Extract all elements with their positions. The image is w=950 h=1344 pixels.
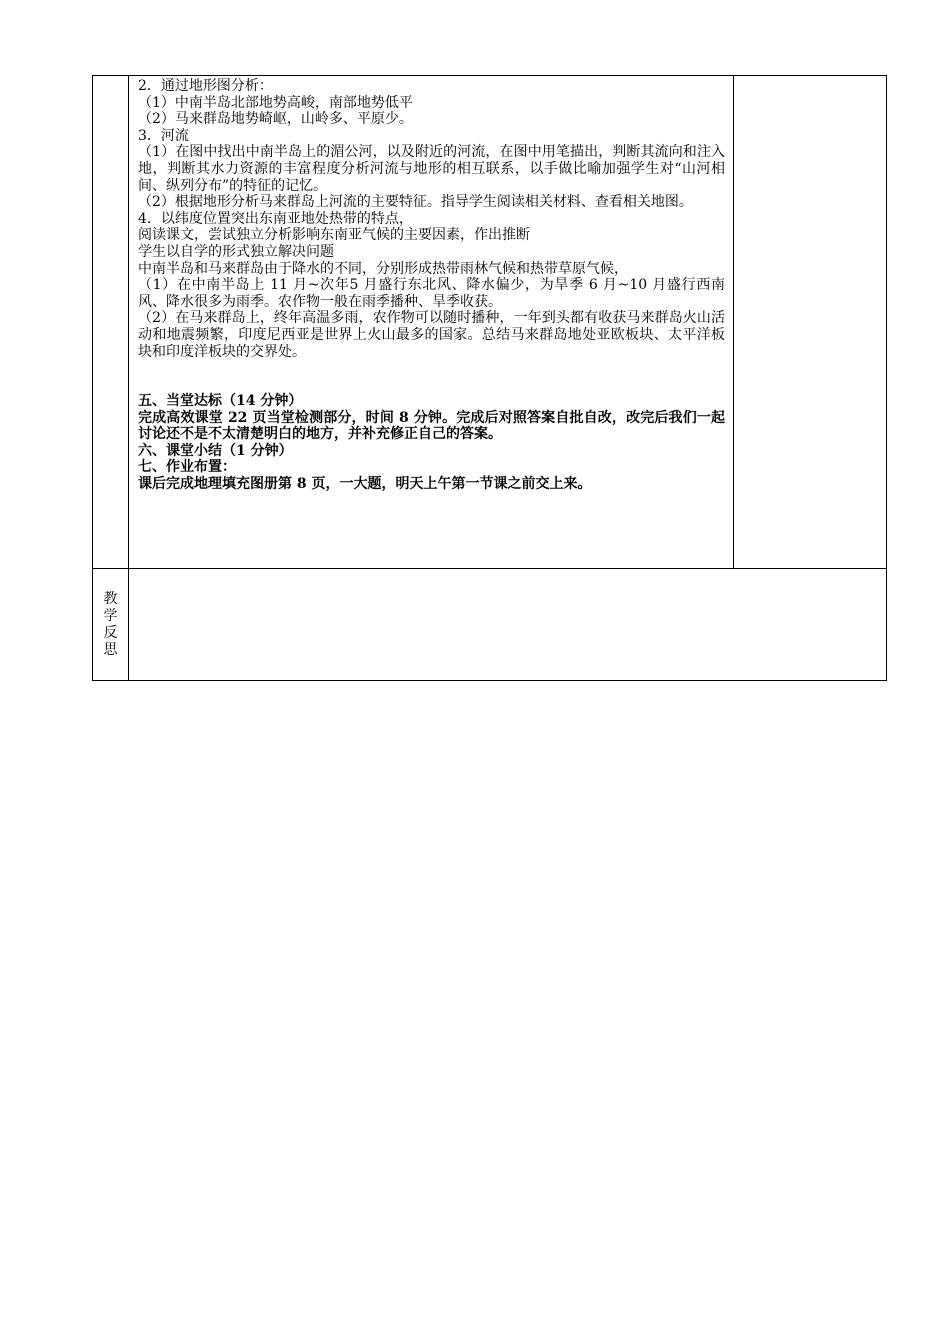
section-7-title: 七、作业布置：: [138, 459, 236, 476]
content-line: 2．通过地形图分析：: [138, 78, 273, 94]
content-line: 学生以自学的形式独立解决问题: [138, 243, 334, 260]
content-line: （1）在中南半岛上 11 月~次年5 月盛行东北风、降水偏少，为旱季 6 月~10 月盛行西南风、降水很多为雨季。农作物一般在雨季播种、旱季收获。: [138, 277, 725, 310]
content-line: 中南半岛和马来群岛由于降水的不同，分别形成热带雨林气候和热带草原气候，: [138, 260, 628, 277]
section-5-body: 完成高效课堂 22 页当堂检测部分，时间 8 分钟。完成后对照答案自批自改，改完后我们一起讨论还不是不太清楚明白的地方，并补充修正自己的答案。: [138, 409, 725, 443]
content-line: （1）中南半岛北部地势高峻，南部地势低平: [138, 94, 413, 111]
content-line: （2）根据地形分析马来群岛上河流的主要特征。指导学生阅读相关材料、查看相关地图。: [138, 194, 693, 211]
content-line: （1）在图中找出中南半岛上的湄公河，以及附近的河流，在图中用笔描出，判断其流向和注入地，判断其水力资源的丰富程度分析河流与地形的相互联系，以手做比喻加强学生对“山河相间、纵列分布”的特征的记忆。: [138, 144, 725, 194]
content-line: （2）马来群岛地势崎岖，山岭多、平原少。: [138, 111, 413, 128]
teaching-content: [129, 76, 733, 493]
reflection-label-cell: [93, 569, 129, 681]
teaching-content-cell: [129, 76, 734, 569]
section-5-title: 五、当堂达标（14 分钟）: [138, 393, 303, 410]
content-line: 4．以纬度位置突出东南亚地处热带的特点，: [138, 210, 413, 227]
lesson-plan-table: [92, 75, 887, 681]
teaching-process-row: [93, 76, 887, 569]
row-label-cell: [93, 76, 129, 569]
content-line: 3．河流: [138, 127, 189, 144]
reflection-label: 教学反思: [103, 590, 118, 658]
section-7-body: 课后完成地理填充图册第 8 页，一大题，明天上午第一节课之前交上来。: [138, 476, 592, 493]
section-6-title: 六、课堂小结（1 分钟）: [138, 442, 293, 459]
content-line: （2）在马来群岛上，终年高温多雨，农作物可以随时播种，一年到头都有收获马来群岛火山活动和地震频繁，印度尼西亚是世界上火山最多的国家。总结马来群岛地处亚欧板块、太平洋板块和印度洋板块的交界处。: [138, 310, 725, 360]
spacer: [138, 360, 725, 393]
content-line: 阅读课文，尝试独立分析影响东南亚气候的主要因素，作出推断: [138, 227, 530, 244]
notes-cell: [734, 76, 887, 569]
reflection-row: [93, 569, 887, 681]
reflection-content-cell: [129, 569, 887, 681]
